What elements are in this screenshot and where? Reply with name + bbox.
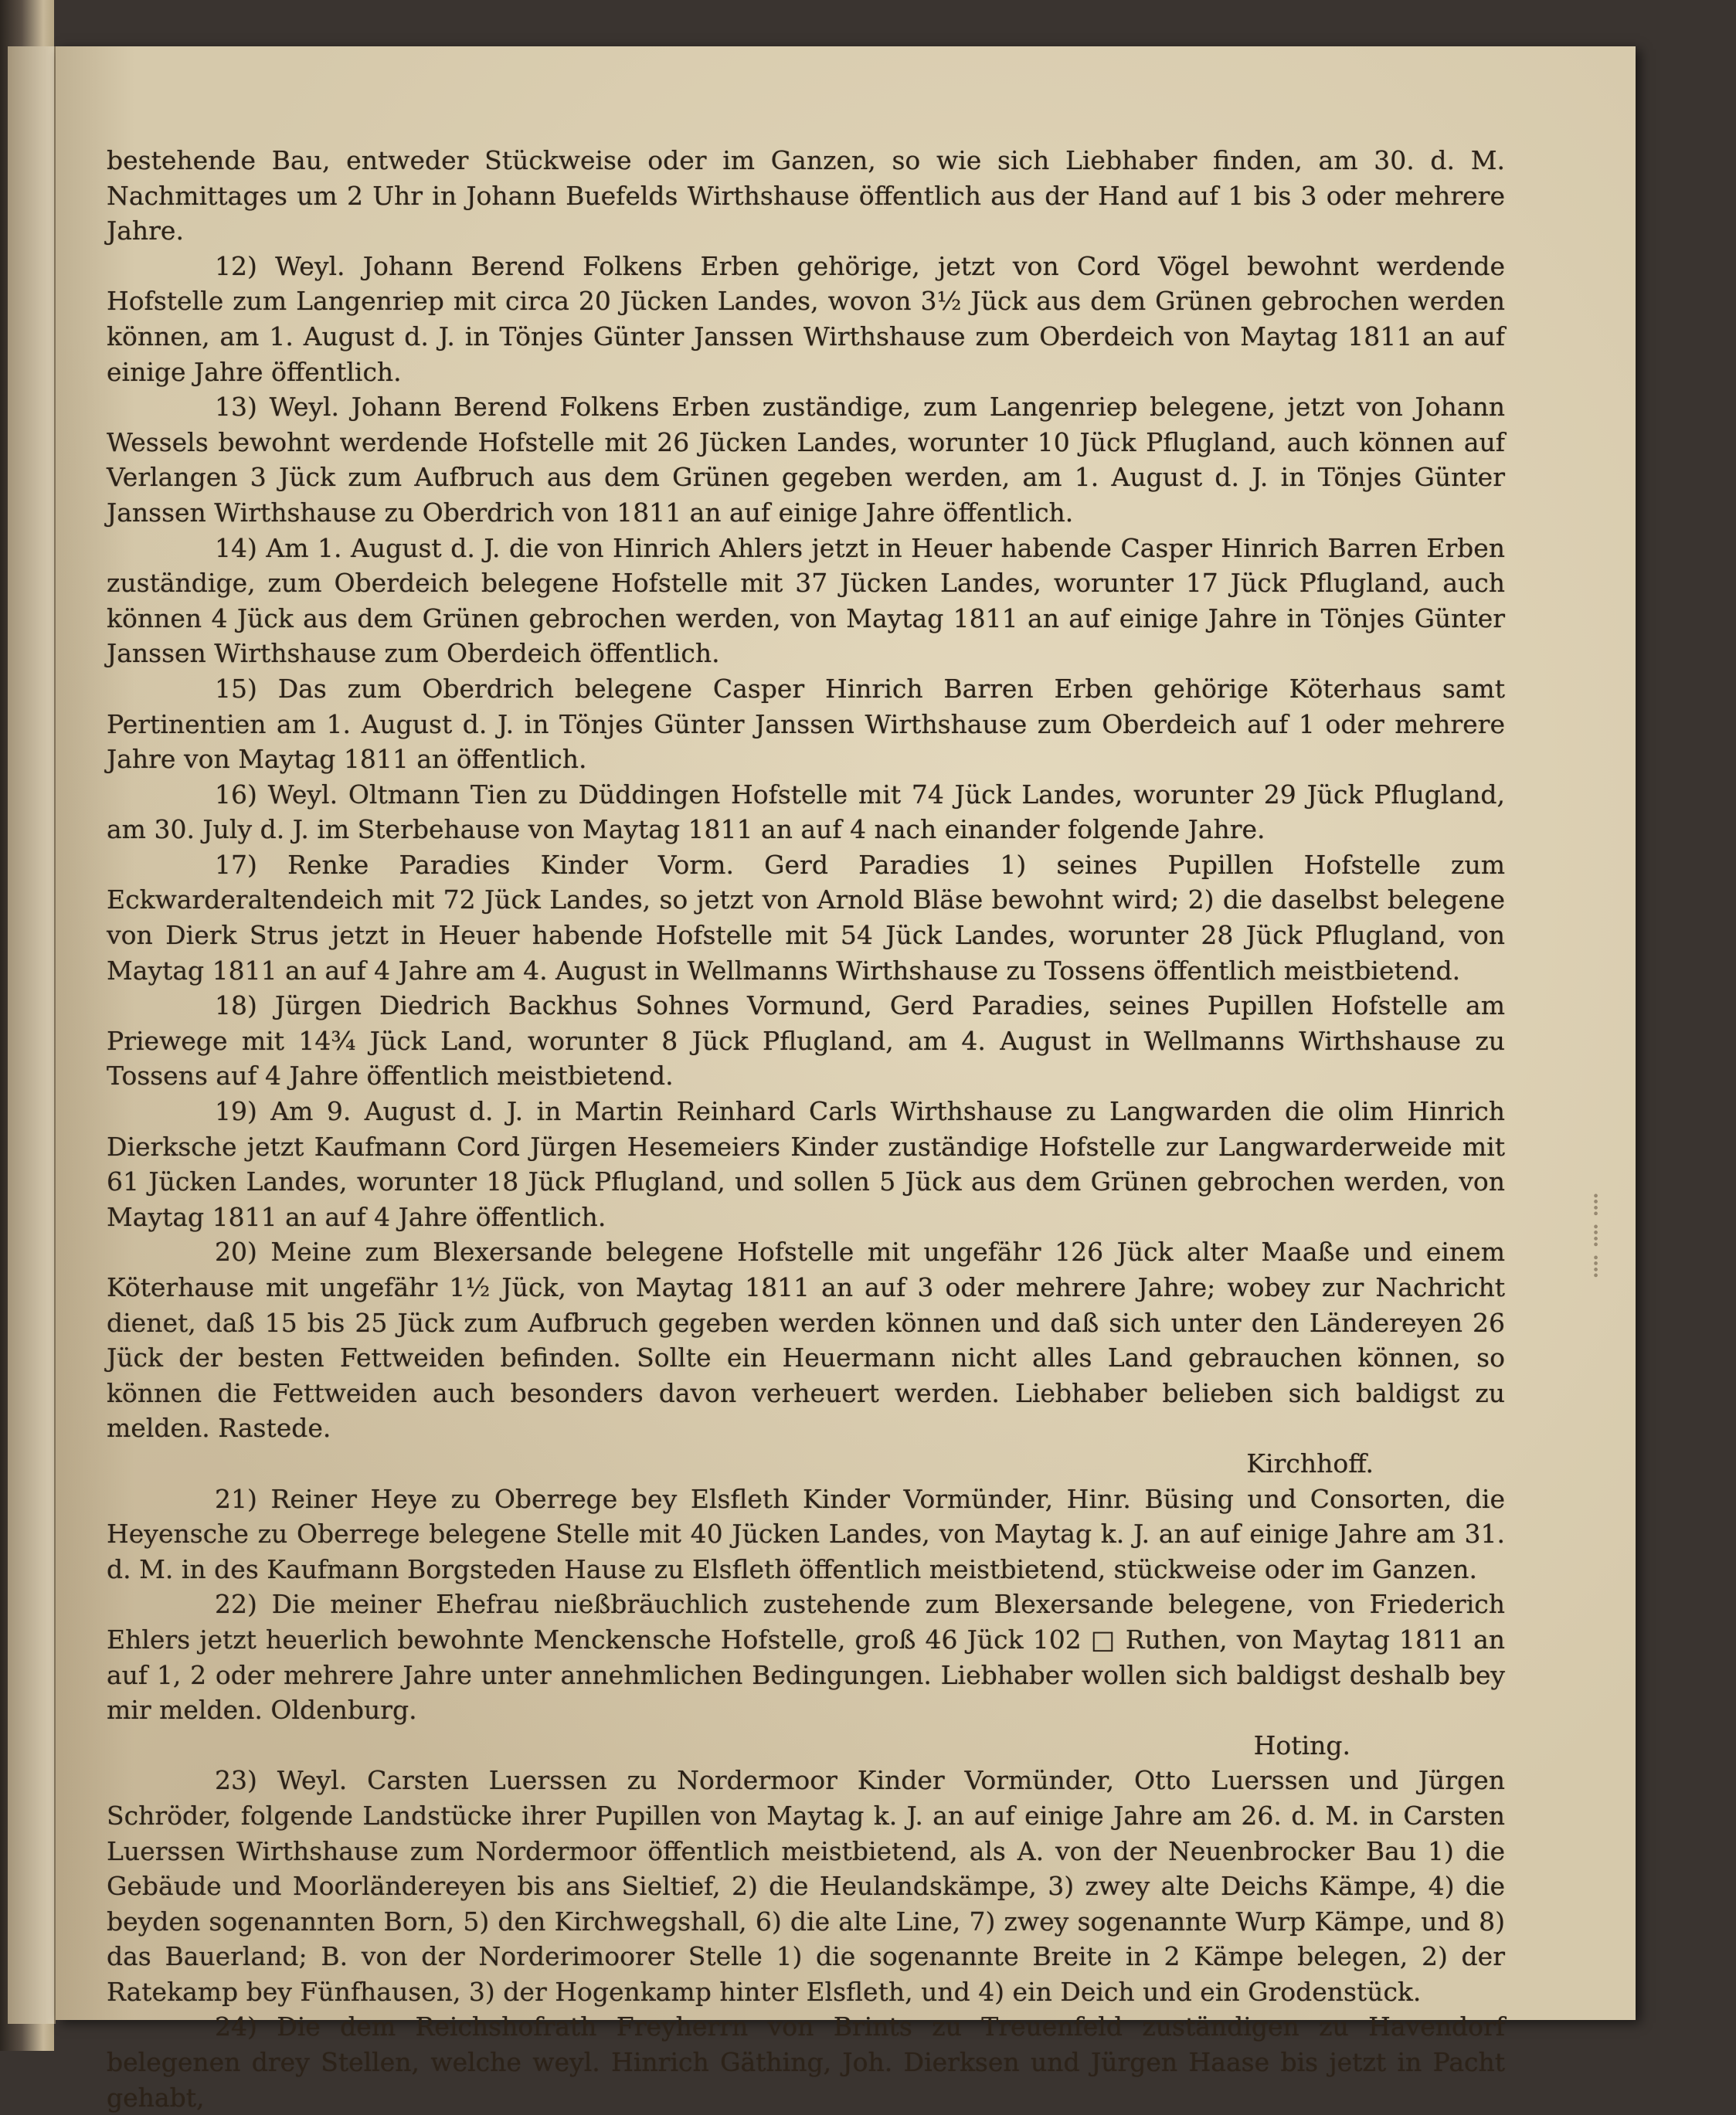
show-through-marks: ⁞ ⁞ ⁞ (1592, 1187, 1601, 1285)
previous-page-edge (8, 46, 56, 2024)
listing-entry: 24) Die dem Reichshofrath Freyherrn von Brints zu Treuenfeld zuständigen zu Havendorf belegenen drey Stellen, welche weyl. Hinrich Gäthing, Joh. Dierksen und Jürgen Haase bis jetzt in Pacht gehabt, (107, 2011, 1505, 2113)
listing-entry: 23) Weyl. Carsten Luerssen zu Nordermoor Kinder Vormünder, Otto Luerssen und Jürgen Schröder, folgende Landstücke ihrer Pupillen von Maytag k. J. an auf einige Jahre am 26. d. M. in Carsten Luerssen Wirthshause zum Nordermoor öffentlich meistbietend, als A. von der Neuenbrocker Bau 1) die Gebäude und Moorländereyen bis ans Sieltief, 2) die Heulandskämpe, 3) zwey alte Deichs Kämpe, 4) die beyden sogenannten Born, 5) den Kirchwegshall, 6) die alte Line, 7) zwey sogenannte Wurp Kämpe, und 8) das Bauerland; B. von der Norderimoorer Stelle 1) die sogenannte Breite in 2 Kämpe belegen, 2) der Ratekamp bey Fünfhausen, 3) der Hogenkamp hinter Elsfleth, und 4) ein Deich und ein Grodenstück. (107, 1765, 1505, 2007)
listing-entry: 21) Reiner Heye zu Oberrege bey Elsfleth Kinder Vormünder, Hinr. Büsing und Consorten, die Heyensche zu Oberrege belegene Stelle mit 40 Jücken Landes, von Maytag k. J. an auf einige Jahre am 31. d. M. in des Kaufmann Borgsteden Hause zu Elsfleth öffentlich meistbietend, stückweise oder im Ganzen. (107, 1483, 1505, 1584)
listing-entry: 14) Am 1. August d. J. die von Hinrich Ahlers jetzt in Heuer habende Casper Hinrich Barren Erben zuständige, zum Oberdeich belegene Hofstelle mit 37 Jücken Landes, worunter 17 Jück Pflugland, auch können 4 Jück aus dem Grünen gebrochen werden, von Maytag 1811 an auf einige Jahre in Tönjes Günter Janssen Wirthshause zum Oberdeich öffentlich. (107, 532, 1505, 669)
listing-entry: 15) Das zum Oberdrich belegene Casper Hinrich Barren Erben gehörige Köterhaus samt Pertinentien am 1. August d. J. in Tönjes Günter Janssen Wirthshause zum Oberdeich auf 1 oder mehrere Jahre von Maytag 1811 an öffentlich. (107, 673, 1505, 775)
listing-entry: 17) Renke Paradies Kinder Vorm. Gerd Paradies 1) seines Pupillen Hofstelle zum Eckwarderaltendeich mit 72 Jück Landes, so jetzt von Arnold Bläse bewohnt wird; 2) die daselbst belegene von Dierk Strus jetzt in Heuer habende Hofstelle mit 54 Jück Landes, worunter 28 Jück Pflugland, von Maytag 1811 an auf 4 Jahre am 4. August in Wellmanns Wirthshause zu Tossens öffentlich meistbietend. (107, 849, 1505, 986)
document-body (107, 143, 1505, 2115)
listing-entry: 20) Meine zum Blexersande belegene Hofstelle mit ungefähr 126 Jück alter Maaße und einem Köterhause mit ungefähr 1½ Jück, von Maytag 1811 an auf 3 oder mehrere Jahre; wobey zur Nachricht dienet, daß 15 bis 25 Jück zum Aufbruch gegeben werden können und daß sich unter den Ländereyen 26 Jück der besten Fettweiden befinden. Sollte ein Heuermann nicht alles Land gebrauchen können, so können die Fettweiden auch besonders davon verheuert werden. Liebhaber belieben sich baldigst zu melden. Rastede. (107, 1237, 1505, 1444)
listing-entry: 22) Die meiner Ehefrau nießbräuchlich zustehende zum Blexersande belegene, von Friederich Ehlers jetzt heuerlich bewohnte Menckensche Hofstelle, groß 46 Jück 102 □ Ruthen, von Maytag 1811 an auf 1, 2 oder mehrere Jahre unter annehmlichen Bedingungen. Liebhaber wollen sich baldigst deshalb bey mir melden. Oldenburg. (107, 1589, 1505, 1726)
listing-entry: 16) Weyl. Oltmann Tien zu Düddingen Hofstelle mit 74 Jück Landes, worunter 29 Jück Pflugland, am 30. July d. J. im Sterbehause von Maytag 1811 an auf 4 nach einander folgende Jahre. (107, 779, 1505, 845)
continued-paragraph: bestehende Bau, entweder Stückweise oder im Ganzen, so wie sich Liebhaber finden, am 30. d. M. Nachmittages um 2 Uhr in Johann Buefelds Wirthshause öffentlich aus der Hand auf 1 bis 3 oder mehrere Jahre. (107, 145, 1505, 246)
listing-entry: 13) Weyl. Johann Berend Folkens Erben zuständige, zum Langenriep belegene, jetzt von Johann Wessels bewohnt werdende Hofstelle mit 26 Jücken Landes, worunter 10 Jück Pflugland, auch können auf Verlangen 3 Jück zum Aufbruch aus dem Grünen gegeben werden, am 1. August d. J. in Tönjes Günter Janssen Wirthshause zu Oberdrich von 1811 an auf einige Jahre öffentlich. (107, 392, 1505, 528)
signature-line: Hoting. (1253, 1730, 1350, 1760)
listing-entry: 12) Weyl. Johann Berend Folkens Erben gehörige, jetzt von Cord Vögel bewohnt werdende Hofstelle zum Langenriep mit circa 20 Jücken Landes, wovon 3½ Jück aus dem Grünen gebrochen werden können, am 1. August d. J. in Tönjes Günter Janssen Wirthshause zum Oberdeich von Maytag 1811 an auf einige Jahre öffentlich. (107, 250, 1505, 387)
listing-entry: 19) Am 9. August d. J. in Martin Reinhard Carls Wirthshause zu Langwarden die olim Hinrich Dierksche jetzt Kaufmann Cord Jürgen Hesemeiers Kinder zuständige Hofstelle zur Langwarderweide mit 61 Jücken Landes, worunter 18 Jück Pflugland, und sollen 5 Jück aus dem Grünen gebrochen werden, von Maytag 1811 an auf 4 Jahre öffentlich. (107, 1096, 1505, 1232)
listing-entry: 18) Jürgen Diedrich Backhus Sohnes Vormund, Gerd Paradies, seines Pupillen Hofstelle am Priewege mit 14¾ Jück Land, worunter 8 Jück Pflugland, am 4. August in Wellmanns Wirthshause zu Tossens auf 4 Jahre öffentlich meistbietend. (107, 990, 1505, 1091)
signature-line: Kirchhoff. (1246, 1448, 1374, 1478)
